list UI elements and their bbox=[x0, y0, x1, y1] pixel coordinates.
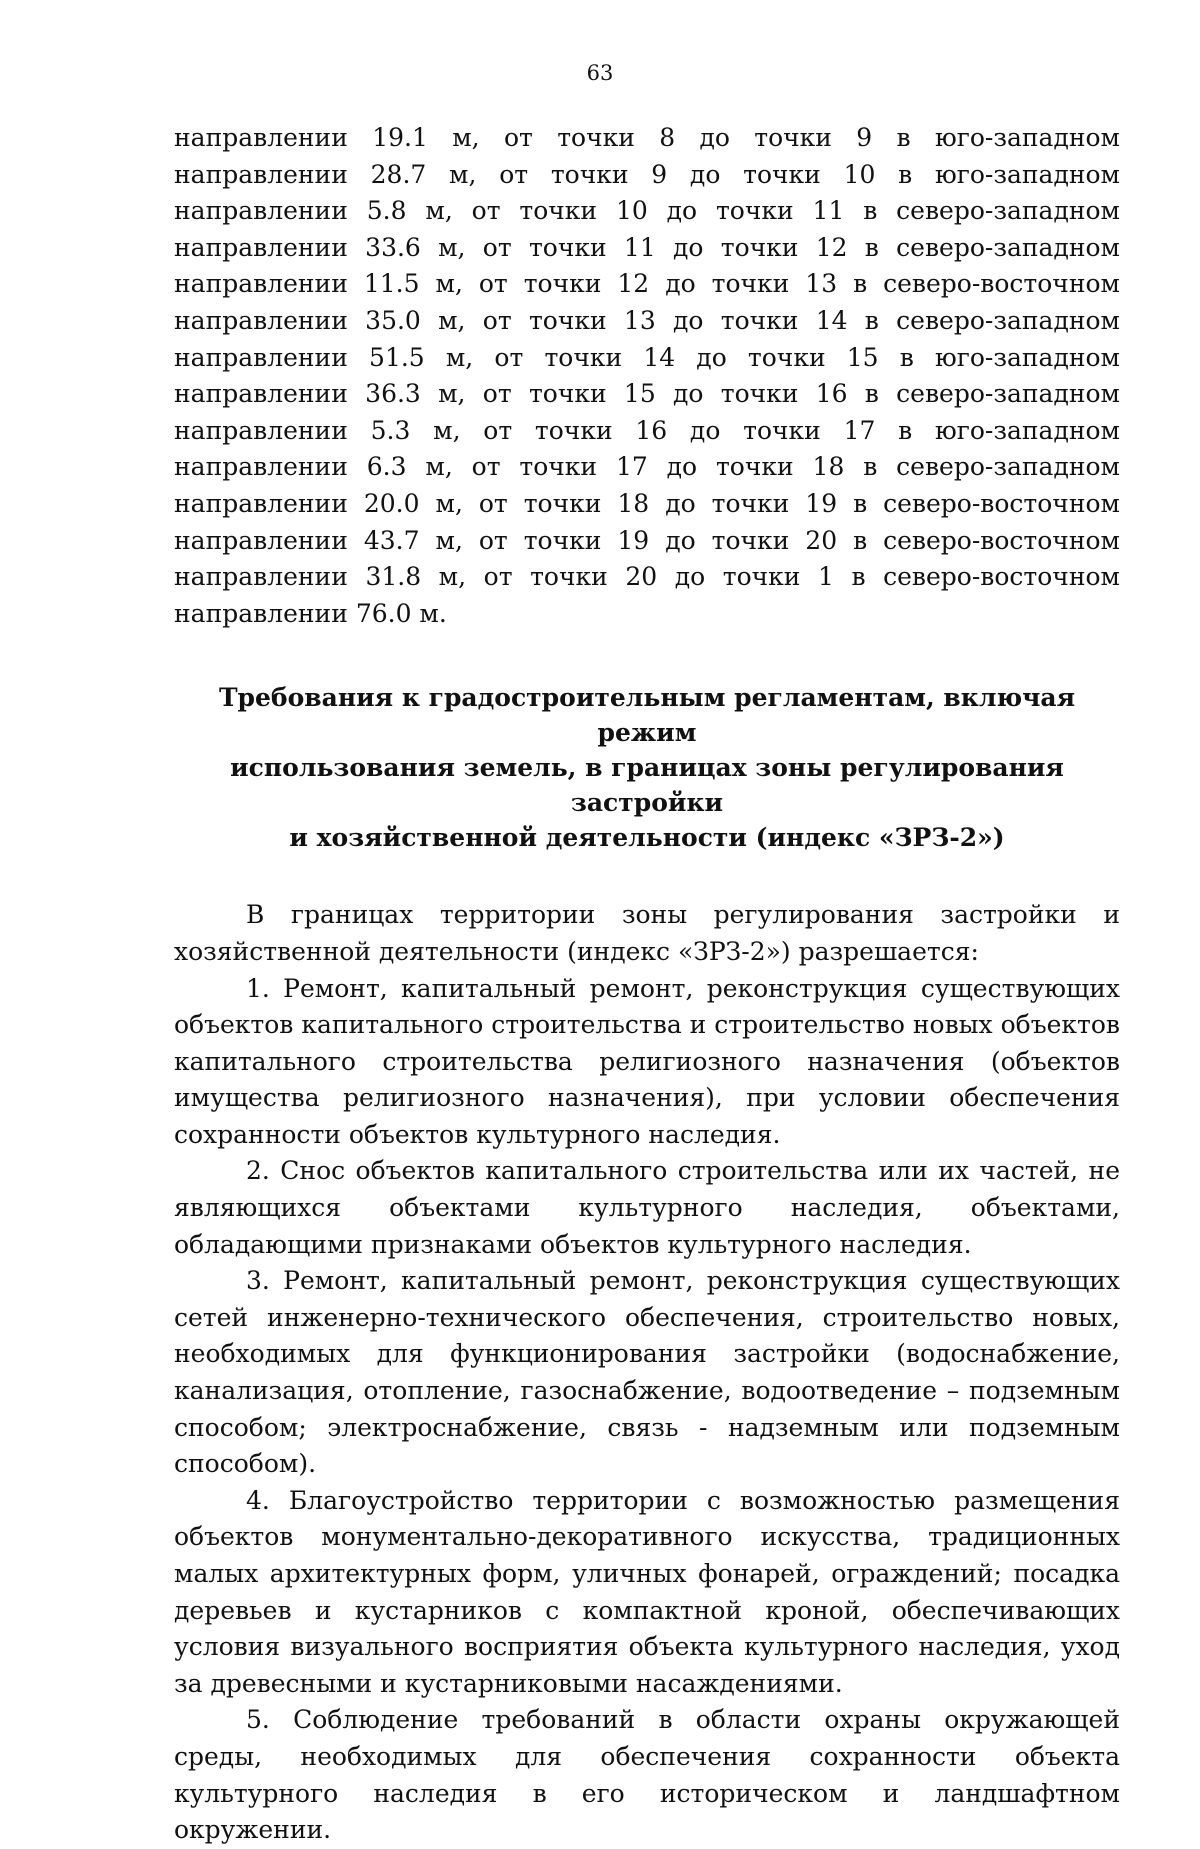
section-heading-line: Требования к градостроительным регламентам, включая режим bbox=[218, 683, 1076, 748]
page-number: 63 bbox=[586, 61, 614, 85]
list-item: 2. Снос объектов капитального строительства или их частей, не являющихся объектами культурного наследия, объектами, обладающими признаками объектов культурного наследия. bbox=[174, 1156, 1120, 1259]
list-item: 4. Благоустройство территории с возможностью размещения объектов монументально-декоративного искусства, традиционных малых архитектурных форм, уличных фонарей, ограждений; посадка деревьев и кустарников с компактной кроной, обеспечивающих условия визуального восприятия объекта культурного наследия, уход за древесными и кустарниковыми насаждениями. bbox=[174, 1485, 1120, 1698]
page-content bbox=[174, 120, 1120, 1849]
opening-paragraph: направлении 19.1 м, от точки 8 до точки 9 в юго-западном направлении 28.7 м, от точки 9 до точки 10 в юго-западном направлении 5.8 м, от точки 10 до точки 11 в северо-западном направлении 33.6 м, от точки 11 до точки 12 в северо-западном направлении 11.5 м, от точки 12 до точки 13 в северо-восточном направлении 35.0 м, от точки 13 до точки 14 в северо-западном направлении 51.5 м, от точки 14 до точки 15 в юго-западном направлении 36.3 м, от точки 15 до точки 16 в северо-западном направлении 5.3 м, от точки 16 до точки 17 в юго-западном направлении 6.3 м, от точки 17 до точки 18 в северо-западном направлении 20.0 м, от точки 18 до точки 19 в северо-восточном направлении 43.7 м, от точки 19 до точки 20 в северо-восточном направлении 31.8 м, от точки 20 до точки 1 в северо-восточном направлении 76.0 м. bbox=[174, 123, 1120, 628]
section-heading-line: использования земель, в границах зоны регулирования застройки bbox=[230, 753, 1064, 818]
section-intro: В границах территории зоны регулирования застройки и хозяйственной деятельности (индекс «ЗРЗ-2») разрешается: bbox=[174, 900, 1120, 966]
list-item: 1. Ремонт, капитальный ремонт, реконструкция существующих объектов капитального строительства и строительство новых объектов капитального строительства религиозного назначения (объектов имущества религиозного назначения), при условии обеспечения сохранности объектов культурного наследия. bbox=[174, 973, 1120, 1149]
list-item: 3. Ремонт, капитальный ремонт, реконструкция существующих сетей инженерно-технического обеспечения, строительство новых, необходимых для функционирования застройки (водоснабжение, канализация, отопление, газоснабжение, водоотведение – подземным способом; электроснабжение, связь - надземным или подземным способом). bbox=[174, 1266, 1120, 1479]
section-heading bbox=[174, 680, 1120, 855]
section-heading-line: и хозяйственной деятельности (индекс «ЗРЗ-2») bbox=[289, 823, 1005, 853]
list-item: 5. Соблюдение требований в области охраны окружающей среды, необходимых для обеспечения сохранности объекта культурного наследия в его историческом и ландшафтном окружении. bbox=[174, 1705, 1120, 1845]
